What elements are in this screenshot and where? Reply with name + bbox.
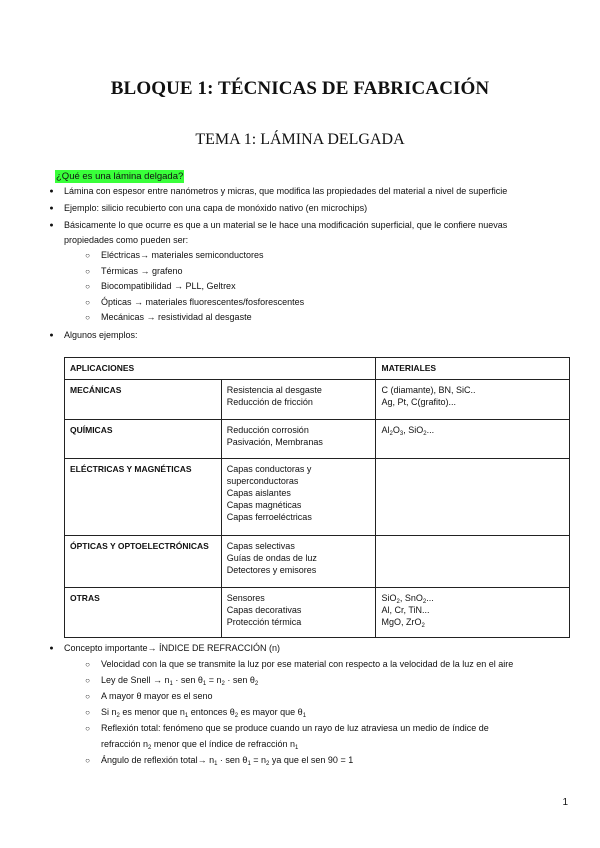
property-item: Biocompatibilidad → PLL, Geltrex (101, 281, 236, 291)
bullet-text: Ejemplo: silicio recubierto con una capa de monóxido nativo (en microchips) (64, 203, 368, 213)
row-name: OTRAS (65, 588, 222, 638)
bullet-text: Algunos ejemplos: (64, 330, 138, 340)
row-name: MECÁNICAS (65, 380, 222, 420)
table-row (65, 459, 570, 536)
highlighted-question: ¿Qué es una lámina delgada? (56, 171, 184, 182)
property-item: Eléctricas→ materiales semiconductores (101, 250, 264, 260)
table-header-row (65, 358, 570, 380)
row-name: ÓPTICAS Y OPTOELECTRÓNICAS (65, 536, 222, 588)
concept-item: Si $n_2$ es menor que $n_1$ entonces $\theta_2$ es mayor que $\theta_1$ (101, 707, 307, 719)
bullet-text-continuation: propiedades como pueden ser: (64, 235, 189, 245)
row-applications: Capas conductoras y superconductoras Capas aislantes Capas magnéticas Capas ferroeléctricas (221, 459, 376, 536)
row-name: QUÍMICAS (65, 420, 222, 459)
bullet-text: Básicamente lo que ocurre es que a un material se le hace una modificación superficial, que le confiere nuevas (64, 220, 508, 230)
row-materials: SiO$_2$, SnO$_2$... Al, Cr, TiN... MgO, ZrO$_2$ (376, 588, 570, 638)
table-row (65, 588, 570, 638)
table-row (65, 536, 570, 588)
row-name: ELÉCTRICAS Y MAGNÉTICAS (65, 459, 222, 536)
circle-bullet-icon: ○ (85, 267, 90, 276)
circle-bullet-icon: ○ (85, 313, 90, 322)
row-applications: Resistencia al desgaste Reducción de fricción (221, 380, 376, 420)
document-title: BLOQUE 1: TÉCNICAS DE FABRICACIÓN (110, 78, 490, 99)
circle-bullet-icon: ○ (85, 724, 90, 733)
row-materials (376, 459, 570, 536)
table-row (65, 380, 570, 420)
circle-bullet-icon: ○ (85, 708, 90, 717)
circle-bullet-icon: ○ (85, 298, 90, 307)
circle-bullet-icon: ○ (85, 676, 90, 685)
row-applications: Sensores Capas decorativas Protección térmica (221, 588, 376, 638)
page-number: 1 (562, 797, 568, 808)
circle-bullet-icon: ○ (85, 282, 90, 291)
property-item: Ópticas → materiales fluorescentes/fosforescentes (101, 297, 305, 307)
circle-bullet-icon: ○ (85, 756, 90, 765)
bullet-icon: ● (49, 222, 54, 229)
bullet-text: Lámina con espesor entre nanómetros y micras, que modifica las propiedades del material a nivel de superficie (64, 186, 508, 196)
row-materials (376, 536, 570, 588)
table-row (65, 420, 570, 459)
row-applications: Capas selectivas Guías de ondas de luz Detectores y emisores (221, 536, 376, 588)
document-subtitle: TEMA 1: LÁMINA DELGADA (195, 131, 405, 148)
concept-item: Velocidad con la que se transmite la luz por ese material con respecto a la velocidad de la luz en el aire (101, 659, 514, 669)
circle-bullet-icon: ○ (85, 660, 90, 669)
bullet-icon: ● (49, 205, 54, 212)
bullet-icon: ● (49, 188, 54, 195)
row-applications: Reducción corrosión Pasivación, Membranas (221, 420, 376, 459)
concept-title: Concepto importante→ ÍNDICE DE REFRACCIÓN (n) (64, 643, 281, 653)
concept-item: A mayor θ mayor es el seno (101, 691, 213, 701)
concept-item: Ángulo de reflexión total→ $n_1$ · sen $\theta_1 = n_2$ ya que el sen 90 = 1 (101, 755, 354, 767)
row-materials: C (diamante), BN, SiC.. Ag, Pt, C(grafito)... (376, 380, 570, 420)
property-item: Térmicas → grafeno (101, 266, 183, 276)
concept-item-continuation: refracción $n_2$ menor que el índice de refracción $n_1$ (101, 739, 299, 751)
header-materials: MATERIALES (376, 358, 570, 380)
applications-table (64, 357, 570, 638)
bullet-icon: ● (49, 332, 54, 339)
property-item: Mecánicas → resistividad al desgaste (101, 312, 252, 322)
circle-bullet-icon: ○ (85, 692, 90, 701)
concept-item: Reflexión total: fenómeno que se produce cuando un rayo de luz atraviesa un medio de índice de (101, 723, 489, 733)
circle-bullet-icon: ○ (85, 251, 90, 260)
header-applications: APLICACIONES (65, 358, 376, 380)
row-materials: $Al_2O_3$, SiO$_2$... (376, 420, 570, 459)
bullet-icon: ● (49, 645, 54, 652)
concept-item-snell: Ley de Snell → $n_1$ · sen $\theta_1 = n_2$ · sen $\theta_2$ (101, 675, 259, 687)
